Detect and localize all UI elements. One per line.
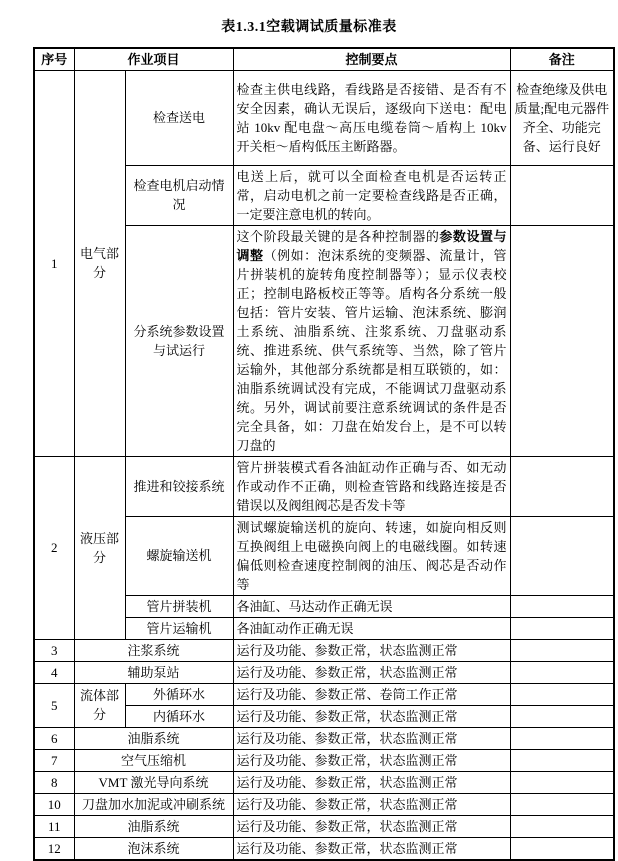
remark-cell — [510, 661, 614, 683]
row-number-cell: 1 — [34, 70, 74, 456]
table-title: 表1.3.1空载调试质量标准表 — [221, 20, 397, 35]
table-row — [34, 815, 614, 837]
row-number-cell: 3 — [34, 639, 74, 661]
table-row — [34, 456, 614, 516]
table-row — [34, 683, 614, 705]
control-point-cell: 运行及功能、参数正常，状态监测正常 — [233, 815, 510, 837]
header-remark: 备注 — [510, 48, 614, 70]
remark-cell — [510, 727, 614, 749]
header-control-points: 控制要点 — [233, 48, 510, 70]
category-cell: 流体部分 — [74, 683, 125, 727]
work-item-cell: 油脂系统 — [74, 727, 233, 749]
table-row — [34, 837, 614, 860]
remark-cell: 检查绝缘及供电质量;配电元器件齐全、功能完备、运行良好 — [510, 70, 614, 165]
table-row — [34, 70, 614, 165]
control-point-cell: 测试螺旋输送机的旋向、转速，如旋向相反则互换阀组上电磁换向阀上的电磁线圈。如转速偏低则检查速度控制阀的油压、阀芯是否动作等 — [233, 516, 510, 595]
quality-standard-table — [33, 47, 615, 861]
remark-cell — [510, 793, 614, 815]
table-body — [34, 70, 614, 860]
control-point-cell: 运行及功能、参数正常，状态监测正常 — [233, 727, 510, 749]
row-number-cell: 5 — [34, 683, 74, 727]
remark-cell — [510, 225, 614, 456]
control-point-cell: 这个阶段最关键的是各种控制器的参数设置与调整（例如：泡沫系统的变频器、流量计，管片拼装机的旋转角度控制器等）；显示仪表校正；控制电路板校正等等。盾构各分系统一般包括：管片安装、管片运输、泡沫系统、膨润土系统、油脂系统、注浆系统、刀盘驱动系统、推进系统、供气系统等、当然，除了管片运输外，其他部分系统都是相互联锁的，如：油脂系统调试没有完成，不能调试刀盘驱动系统。另外，调试前要注意系统调试的条件是否完全具备，如：刀盘在始发台上，是不可以转刀盘的 — [233, 225, 510, 456]
category-cell: 液压部分 — [74, 456, 125, 639]
sub-item-cell: 外循环水 — [125, 683, 233, 705]
row-number-cell: 8 — [34, 771, 74, 793]
remark-cell — [510, 595, 614, 617]
sub-item-cell: 检查电机启动情况 — [125, 165, 233, 225]
control-point-cell: 管片拼装模式看各油缸动作正确与否、如无动作或动作不正确，则检查管路和线路连接是否错误以及阀组阀芯是否发卡等 — [233, 456, 510, 516]
remark-cell — [510, 165, 614, 225]
control-point-cell: 各油缸、马达动作正确无误 — [233, 595, 510, 617]
table-row — [34, 727, 614, 749]
work-item-cell: 注浆系统 — [74, 639, 233, 661]
remark-cell — [510, 683, 614, 705]
table-row — [34, 749, 614, 771]
control-point-cell: 运行及功能、参数正常，状态监测正常 — [233, 771, 510, 793]
work-item-cell: 油脂系统 — [74, 815, 233, 837]
control-point-cell: 运行及功能、参数正常、卷筒工作正常 — [233, 683, 510, 705]
work-item-cell: 空气压缩机 — [74, 749, 233, 771]
control-point-cell: 运行及功能、参数正常，状态监测正常 — [233, 705, 510, 727]
table-row — [34, 793, 614, 815]
sub-item-cell: 分系统参数设置与试运行 — [125, 225, 233, 456]
control-point-cell: 运行及功能、参数正常，状态监测正常 — [233, 661, 510, 683]
row-number-cell: 12 — [34, 837, 74, 860]
control-point-cell: 运行及功能、参数正常，状态监测正常 — [233, 749, 510, 771]
header-work-item: 作业项目 — [74, 48, 233, 70]
sub-item-cell: 管片运输机 — [125, 617, 233, 639]
sub-item-cell: 螺旋输送机 — [125, 516, 233, 595]
control-point-cell: 运行及功能、参数正常，状态监测正常 — [233, 639, 510, 661]
work-item-cell: 辅助泵站 — [74, 661, 233, 683]
sub-item-cell: 内循环水 — [125, 705, 233, 727]
remark-cell — [510, 815, 614, 837]
work-item-cell: 刀盘加水加泥或冲刷系统 — [74, 793, 233, 815]
work-item-cell: VMT 激光导向系统 — [74, 771, 233, 793]
row-number-cell: 4 — [34, 661, 74, 683]
table-row — [34, 661, 614, 683]
work-item-cell: 泡沫系统 — [74, 837, 233, 860]
control-point-cell: 电送上后，就可以全面检查电机是否运转正常，启动电机之前一定要检查线路是否正确，一定要注意电机的转向。 — [233, 165, 510, 225]
control-point-cell: 运行及功能、参数正常，状态监测正常 — [233, 837, 510, 860]
remark-cell — [510, 749, 614, 771]
remark-cell — [510, 705, 614, 727]
remark-cell — [510, 837, 614, 860]
control-point-cell: 检查主供电线路，看线路是否接错、是否有不安全因素，确认无误后，逐级向下送电：配电站 10kv 配电盘～高压电缆卷筒～盾构上 10kv 开关柜～盾构低压主断路器。 — [233, 70, 510, 165]
row-number-cell: 7 — [34, 749, 74, 771]
remark-cell — [510, 639, 614, 661]
row-number-cell: 6 — [34, 727, 74, 749]
row-number-cell: 10 — [34, 793, 74, 815]
table-row — [34, 771, 614, 793]
category-cell: 电气部分 — [74, 70, 125, 456]
row-number-cell: 2 — [34, 456, 74, 639]
header-row — [34, 48, 614, 70]
remark-cell — [510, 617, 614, 639]
row-number-cell: 11 — [34, 815, 74, 837]
header-serial-number: 序号 — [34, 48, 74, 70]
sub-item-cell: 推进和铰接系统 — [125, 456, 233, 516]
sub-item-cell: 检查送电 — [125, 70, 233, 165]
table-row — [34, 639, 614, 661]
remark-cell — [510, 456, 614, 516]
sub-item-cell: 管片拼装机 — [125, 595, 233, 617]
remark-cell — [510, 516, 614, 595]
control-point-cell: 运行及功能、参数正常，状态监测正常 — [233, 793, 510, 815]
control-point-cell: 各油缸动作正确无误 — [233, 617, 510, 639]
remark-cell — [510, 771, 614, 793]
